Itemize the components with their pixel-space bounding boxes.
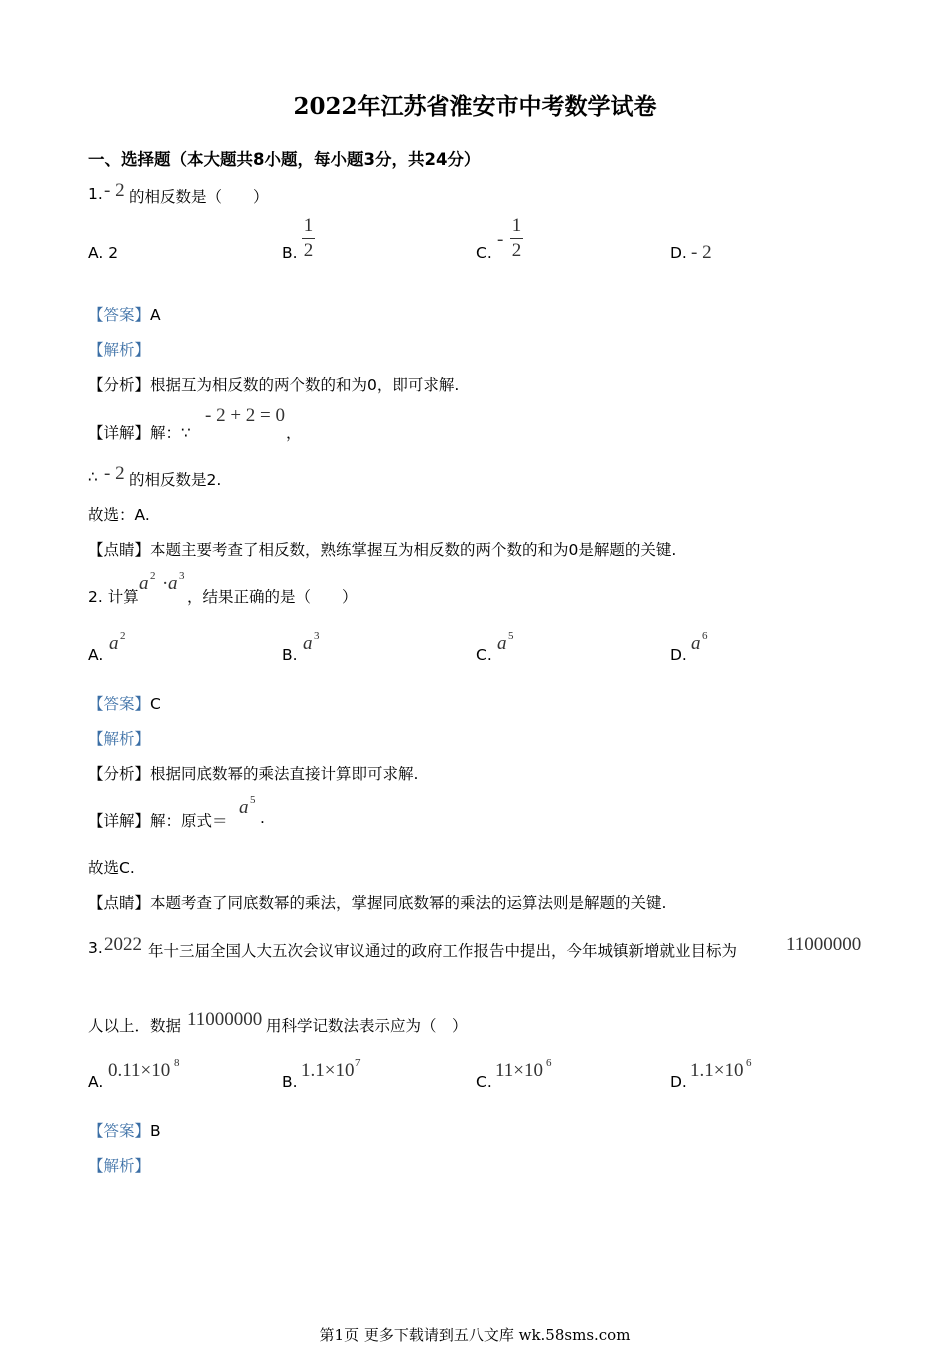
detail-suffix: .: [260, 809, 265, 827]
fenxi-tag: 【分析】: [88, 376, 151, 394]
therefore-symbol: ∴: [88, 468, 98, 486]
option-a-value: 0.11×10: [108, 1060, 171, 1081]
detail-line: [88, 421, 191, 443]
dianjing-tag: 【点睛】: [88, 541, 151, 559]
detail-expression: - 2 + 2 = 0: [205, 405, 286, 426]
option-c-label: C.: [476, 646, 492, 664]
option-c-value: 11×10: [495, 1060, 544, 1081]
option-c-base: a: [497, 633, 507, 654]
option-d-label: D.: [670, 244, 687, 262]
option-b-label: B.: [282, 1073, 298, 1091]
option-c-fraction: [510, 215, 523, 262]
fraction-bar: [302, 238, 315, 239]
option-b-fraction: [302, 215, 315, 262]
answer-tag: 【答案】: [88, 306, 151, 324]
lead-text: 计算: [107, 588, 139, 606]
answer-tag: 【答案】: [88, 695, 151, 713]
option-a: [88, 244, 118, 262]
option-d-value: 1.1×10: [690, 1060, 744, 1081]
option-a-exponent: 8: [174, 1057, 180, 1069]
answer-line: [88, 692, 161, 714]
option-b-label: B.: [282, 244, 298, 262]
analysis-tag: 【解析】: [88, 730, 151, 748]
analysis-tag: 【解析】: [88, 1157, 151, 1175]
option-b-exponent: 3: [314, 630, 320, 642]
option-d-value: - 2: [691, 242, 712, 263]
detail-exponent: 5: [250, 794, 256, 806]
number-label: 2.: [88, 588, 103, 606]
option-a-label: A.: [88, 646, 104, 664]
fenxi-text: 根据互为相反数的两个数的和为0，即可求解.: [150, 376, 460, 394]
question-stem: 年十三届全国人大五次会议审议通过的政府工作报告中提出，今年城镇新增就业目标为: [148, 942, 738, 960]
fenxi-line: [88, 762, 418, 784]
answer-value: A: [150, 306, 161, 324]
option-c-label: C.: [476, 244, 492, 262]
fenxi-text: 根据同底数幂的乘法直接计算即可求解.: [150, 765, 419, 783]
number-value: 11000000: [187, 1009, 263, 1030]
question-stem: ，结果正确的是（ ）: [187, 588, 358, 606]
option-a-exponent: 2: [120, 630, 126, 642]
detail-base: a: [239, 797, 249, 818]
detail-line: [88, 809, 228, 831]
dianjing-text: 本题考查了同底数幂的乘法，掌握同底数幂的乘法的运算法则是解题的关键.: [150, 894, 667, 912]
question-stem-end: 用科学记数法表示应为（ ）: [266, 1017, 468, 1035]
math-base: a: [168, 573, 178, 594]
detail-suffix: ，: [286, 424, 302, 442]
denominator: 2: [511, 240, 522, 261]
question-stem: 的相反数是（ ）: [129, 188, 269, 206]
answer-value: C: [150, 695, 161, 713]
section-heading: 一、选择题（本大题共8小题，每小题3分，共24分）: [88, 150, 481, 169]
option-c-label: C.: [476, 1073, 492, 1091]
number-value: 11000000: [786, 934, 862, 955]
minus-sign: -: [497, 229, 504, 250]
question-number: 1.: [88, 185, 103, 203]
math-exponent: 3: [179, 570, 185, 582]
option-b-value: 1.1×10: [301, 1060, 355, 1081]
answer-tag: 【答案】: [88, 1122, 151, 1140]
option-value: 2: [108, 244, 119, 262]
option-d-label: D.: [670, 1073, 687, 1091]
denominator: 2: [303, 240, 314, 261]
therefore-expression: - 2: [104, 463, 125, 484]
option-b-label: B.: [282, 646, 298, 664]
answer-line: [88, 1119, 161, 1141]
math-expression: - 2: [104, 180, 125, 201]
option-d-base: a: [691, 633, 701, 654]
dianjing-line: [88, 538, 676, 560]
answer-value: B: [150, 1122, 161, 1140]
dianjing-text: 本题主要考查了相反数，熟练掌握互为相反数的两个数的和为0是解题的关键.: [150, 541, 677, 559]
option-a-base: a: [109, 633, 119, 654]
choose-line: 故选C.: [88, 859, 135, 877]
option-c-exponent: 5: [508, 630, 514, 642]
option-a-label: A.: [88, 1073, 104, 1091]
question-number: 3.: [88, 939, 103, 957]
analysis-tag: 【解析】: [88, 341, 151, 359]
option-d-exponent: 6: [746, 1057, 752, 1069]
numerator: 1: [303, 215, 314, 236]
detail-prefix: 解：∵: [150, 424, 191, 442]
detail-tag: 【详解】: [88, 424, 151, 442]
detail-prefix: 解：原式＝: [150, 812, 228, 830]
dianjing-line: [88, 891, 666, 913]
fraction-bar: [510, 238, 523, 239]
numerator: 1: [511, 215, 522, 236]
dianjing-tag: 【点睛】: [88, 894, 151, 912]
option-label: A.: [88, 244, 104, 262]
dot-operator: ·: [162, 573, 169, 594]
year-number: 2022: [104, 934, 142, 955]
page-title: 2022年江苏省淮安市中考数学试卷: [293, 93, 657, 120]
option-d-label: D.: [670, 646, 687, 664]
question-number: [88, 585, 139, 607]
option-b-base: a: [303, 633, 313, 654]
question-stem-continued: 人以上．数据: [88, 1017, 182, 1035]
therefore-text: 的相反数是2.: [129, 471, 222, 489]
math-exponent: 2: [150, 570, 156, 582]
fenxi-line: [88, 373, 459, 395]
fenxi-tag: 【分析】: [88, 765, 151, 783]
option-c-exponent: 6: [546, 1057, 552, 1069]
option-b-exponent: 7: [355, 1057, 361, 1069]
answer-line: [88, 303, 161, 325]
choose-line: 故选：A.: [88, 506, 150, 524]
detail-tag: 【详解】: [88, 812, 151, 830]
page-footer: 第1页 更多下载请到五八文库 wk.58sms.com: [319, 1326, 631, 1344]
option-d-exponent: 6: [702, 630, 708, 642]
math-base: a: [139, 573, 149, 594]
